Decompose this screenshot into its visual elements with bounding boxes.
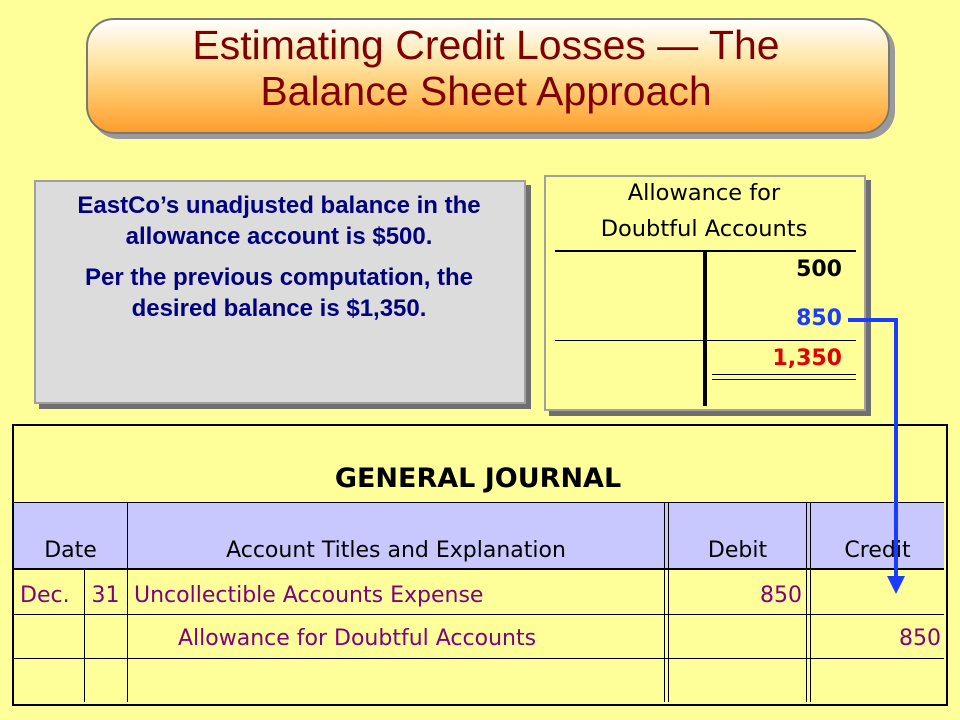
row1-day: 31 [91, 583, 120, 608]
header-debit: Debit [707, 538, 768, 563]
t-account-amount-850: 850 [796, 306, 842, 331]
connector-arrow-line [848, 320, 896, 578]
row2-account: Allowance for Doubtful Accounts [178, 626, 537, 651]
t-account-amount-500: 500 [796, 257, 842, 282]
t-account-title-2: Doubtful Accounts [600, 216, 808, 242]
connector-arrow-head [887, 576, 905, 594]
header-date: Date [44, 538, 97, 563]
row1-account: Uncollectible Accounts Expense [134, 583, 484, 608]
note-paragraph-2: Per the previous computation, the desired balance is $1,350. [84, 264, 474, 322]
header-credit: Credit [844, 538, 911, 563]
row1-month: Dec. [20, 583, 70, 608]
header-account-titles: Account Titles and Explanation [226, 538, 566, 563]
title-line-1: Estimating Credit Losses — The [192, 22, 780, 68]
title-line-2: Balance Sheet Approach [260, 68, 712, 114]
journal-title: GENERAL JOURNAL [334, 463, 622, 494]
row1-debit: 850 [760, 583, 802, 608]
t-account-amount-1350: 1,350 [772, 346, 842, 371]
row2-credit: 850 [899, 626, 941, 651]
t-account-title-1: Allowance for [627, 180, 781, 206]
note-paragraph-1: EastCo’s unadjusted balance in the allowance account is $500. [77, 192, 481, 250]
